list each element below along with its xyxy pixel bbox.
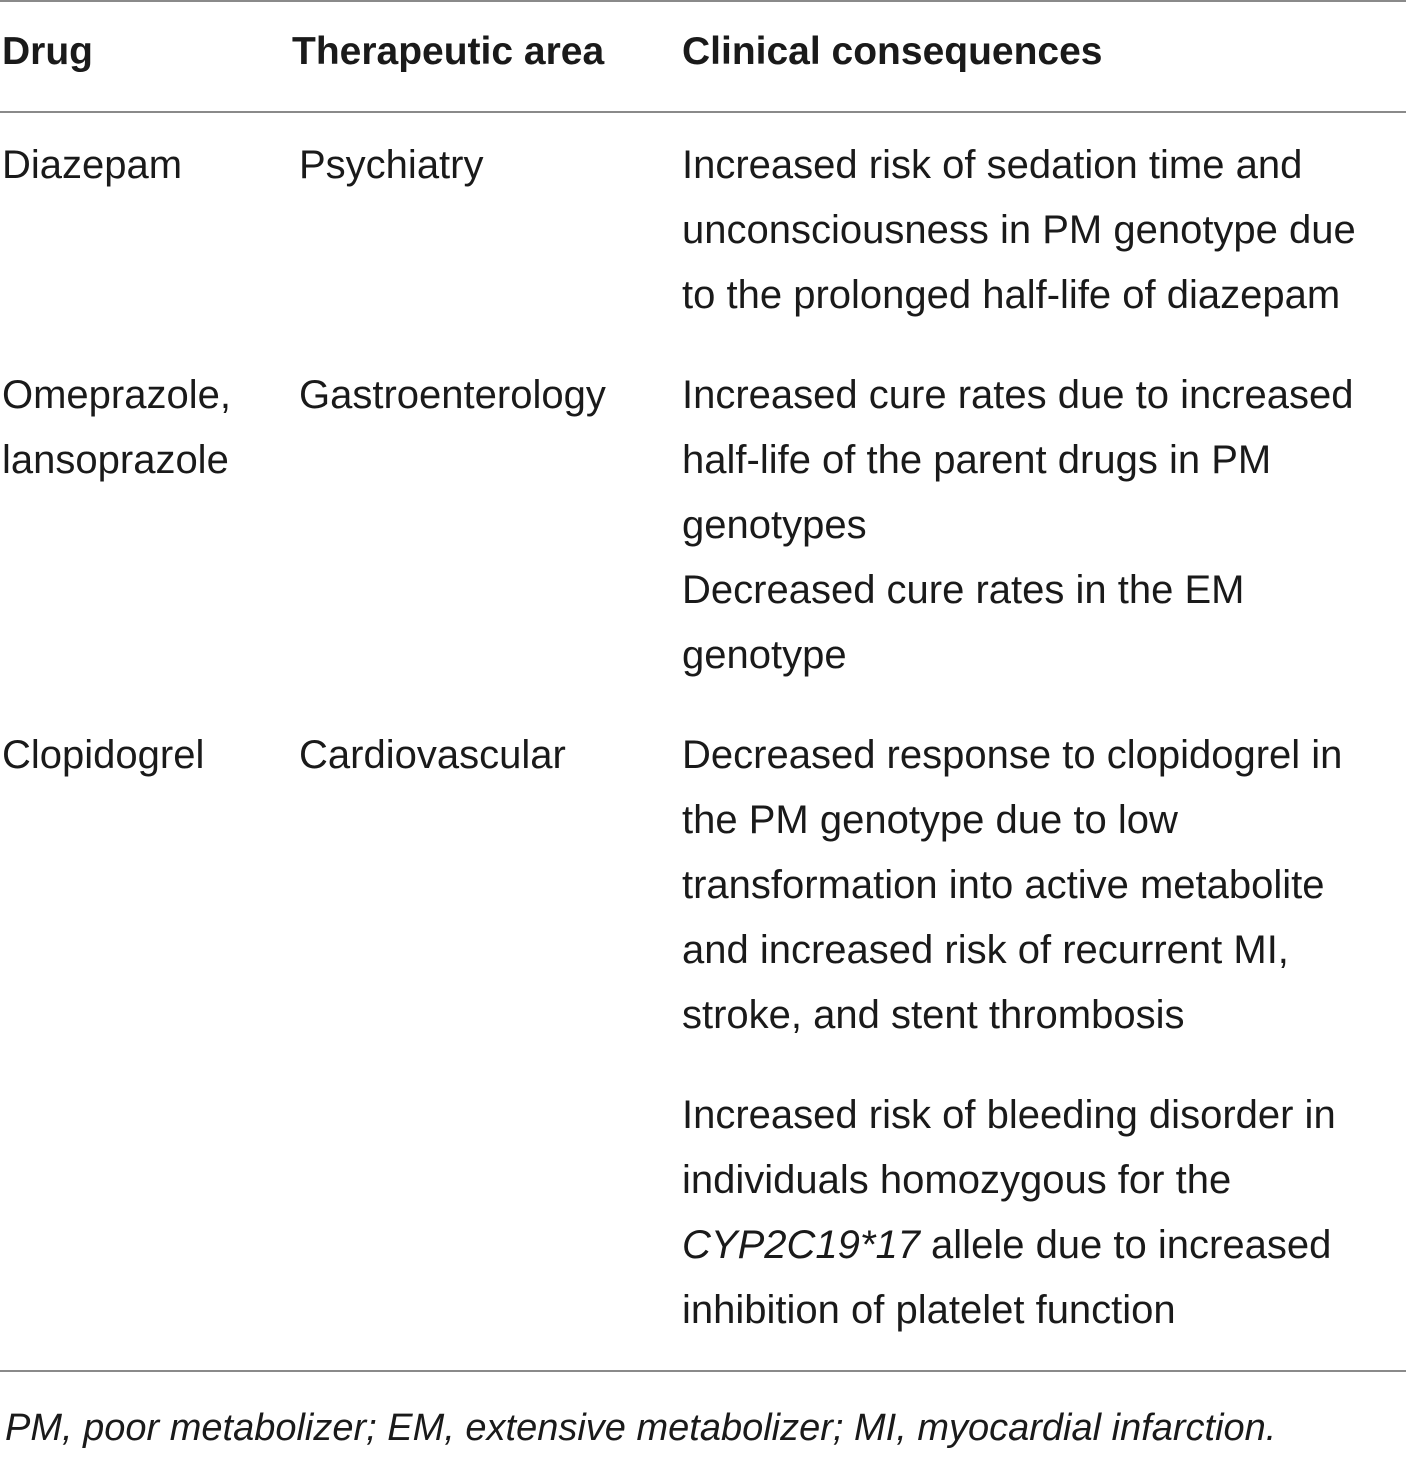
cell-drug: Diazepam bbox=[2, 143, 183, 187]
table-footnote: PM, poor metabolizer; EM, extensive metabolizer; MI, myocardial infarction. bbox=[5, 1407, 1277, 1449]
header-clinical-consequences: Clinical consequences bbox=[682, 30, 1103, 73]
cell-therapeutic-area: Cardiovascular bbox=[299, 733, 566, 777]
cell-consequence-line: individuals homozygous for the bbox=[682, 1158, 1232, 1202]
cell-consequence-line: the PM genotype due to low bbox=[682, 798, 1178, 842]
header-therapeutic-area: Therapeutic area bbox=[292, 30, 605, 73]
table-top-rule bbox=[0, 0, 1406, 2]
cell-consequence-line: Increased risk of bleeding disorder in bbox=[682, 1093, 1336, 1137]
table-bottom-rule bbox=[0, 1370, 1406, 1372]
cell-consequence-line: genotype bbox=[682, 633, 847, 677]
cell-consequence-line bbox=[682, 1213, 1331, 1278]
header-drug: Drug bbox=[2, 30, 93, 73]
cell-drug: Omeprazole, bbox=[2, 373, 231, 417]
cell-consequence-line: Decreased response to clopidogrel in bbox=[682, 733, 1343, 777]
cell-therapeutic-area: Psychiatry bbox=[299, 143, 484, 187]
cell-consequence-line: unconsciousness in PM genotype due bbox=[682, 208, 1356, 252]
cell-therapeutic-area: Gastroenterology bbox=[299, 373, 606, 417]
consequence-text: allele due to increased bbox=[919, 1223, 1332, 1267]
cell-consequence-line: and increased risk of recurrent MI, bbox=[682, 928, 1289, 972]
cell-consequence-line: to the prolonged half-life of diazepam bbox=[682, 273, 1341, 317]
cell-consequence-line: stroke, and stent thrombosis bbox=[682, 993, 1185, 1037]
cell-consequence-line: Increased risk of sedation time and bbox=[682, 143, 1303, 187]
gene-allele-name: CYP2C19*17 bbox=[682, 1223, 920, 1267]
cell-drug: lansoprazole bbox=[2, 438, 229, 482]
cell-consequence-line: inhibition of platelet function bbox=[682, 1288, 1176, 1332]
cell-consequence-line: transformation into active metabolite bbox=[682, 863, 1325, 907]
cell-consequence-line: Increased cure rates due to increased bbox=[682, 373, 1354, 417]
cell-drug: Clopidogrel bbox=[2, 733, 205, 777]
cell-consequence-line: half-life of the parent drugs in PM bbox=[682, 438, 1272, 482]
cell-consequence-line: Decreased cure rates in the EM bbox=[682, 568, 1245, 612]
header-bottom-rule bbox=[0, 111, 1406, 113]
cell-consequence-line: genotypes bbox=[682, 503, 867, 547]
